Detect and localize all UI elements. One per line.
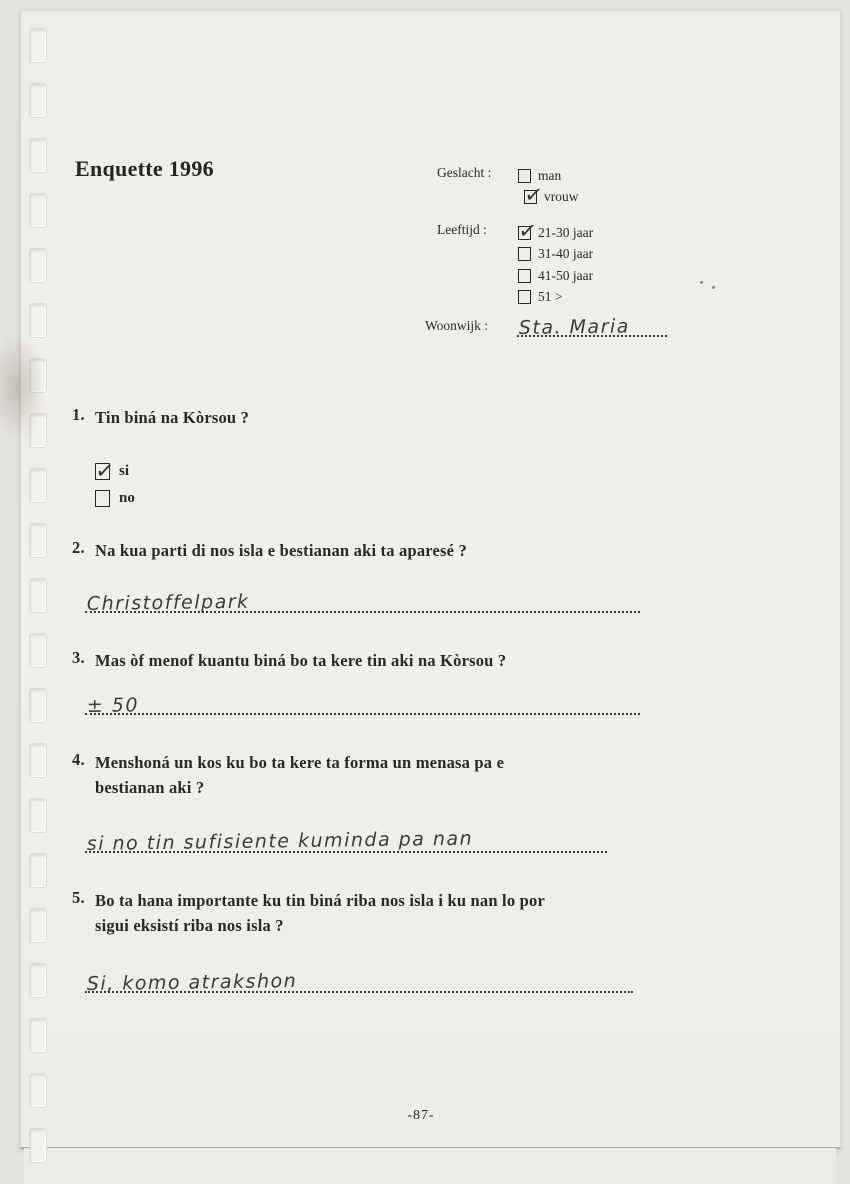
age-option-41-50-label: 41-50 jaar <box>538 267 594 283</box>
binding-hole <box>29 1128 47 1163</box>
district-answer-handwriting: Sta. Maria <box>518 315 631 339</box>
age-option-31-40-label: 31-40 jaar <box>538 246 594 262</box>
scan-speckle <box>700 281 703 284</box>
question-4-number: 4. <box>72 750 85 769</box>
binding-hole <box>29 963 47 998</box>
question-1-options <box>95 458 135 512</box>
binding-hole <box>29 1018 47 1053</box>
binding-hole <box>29 853 47 888</box>
question-4-answer-handwriting: si no tin sufisiente kuminda pa nan <box>86 827 474 855</box>
age-option-21-30-label: 21-30 jaar <box>538 224 594 240</box>
question-5-answer-line <box>85 958 633 993</box>
binding-hole <box>29 468 47 503</box>
question-5-text-line-2: sigui eksistí riba nos isla ? <box>95 916 284 935</box>
question-2 <box>72 538 467 563</box>
scan-speckle <box>712 286 715 289</box>
question-1-number: 1. <box>72 405 85 424</box>
question-2-number: 2. <box>72 538 85 557</box>
age-section <box>437 222 593 308</box>
binding-hole <box>29 578 47 613</box>
question-5 <box>72 888 545 938</box>
age-option-51-plus-label: 51 > <box>538 289 563 305</box>
gender-option-vrouw <box>524 187 579 209</box>
gender-label: Geslacht : <box>437 165 492 180</box>
gender-option-man-label: man <box>538 167 562 183</box>
binding-hole <box>29 138 47 173</box>
question-1-option-no-label: no <box>119 490 135 506</box>
question-1-option-si-label: si <box>119 463 130 479</box>
gender-section <box>437 165 579 208</box>
question-4-text-line-1: Menshoná un kos ku bo ta kere ta forma un menasa pa e <box>95 753 505 772</box>
question-4-text-line-2: bestianan aki ? <box>95 778 205 797</box>
binding-hole <box>29 83 47 118</box>
binding-hole <box>29 1073 47 1108</box>
checkbox-31-40 <box>518 247 531 261</box>
checkbox-41-50 <box>518 269 531 283</box>
page-number: -87- <box>407 1108 435 1123</box>
form-title: Enquette 1996 <box>75 156 214 181</box>
checkbox-si <box>95 463 110 480</box>
district-label: Woonwijk : <box>425 318 489 333</box>
question-3-text: Mas òf menof kuantu biná bo ta kere tin aki na Kòrsou ? <box>95 651 507 670</box>
age-option-21-30 <box>518 222 593 244</box>
question-1-text: Tin biná na Kòrsou ? <box>95 408 250 427</box>
question-1 <box>72 405 249 430</box>
question-1-option-si <box>95 458 135 485</box>
question-2-text: Na kua parti di nos isla e bestianan aki ta aparesé ? <box>95 541 467 560</box>
checkbox-man <box>518 169 531 183</box>
district-answer-line <box>517 302 667 337</box>
binding-hole <box>29 633 47 668</box>
question-4 <box>72 750 504 800</box>
question-3-number: 3. <box>72 648 85 667</box>
checkbox-vrouw <box>524 190 537 204</box>
binding-hole <box>29 688 47 723</box>
binding-hole <box>29 248 47 283</box>
question-5-number: 5. <box>72 888 85 907</box>
binding-hole <box>29 908 47 943</box>
binding-hole <box>29 523 47 558</box>
question-3-answer-handwriting: ± 50 <box>86 694 140 717</box>
question-5-answer-handwriting: Si, komo atrakshon <box>86 970 298 995</box>
question-4-answer-line <box>85 818 607 853</box>
checkbox-21-30 <box>518 226 531 240</box>
scan-smudge <box>0 330 46 445</box>
age-option-41-50 <box>518 265 593 287</box>
question-3 <box>72 648 506 673</box>
gender-option-vrouw-label: vrouw <box>544 189 579 205</box>
question-3-answer-line <box>85 680 640 715</box>
binding-hole <box>29 798 47 833</box>
underlying-page-edge <box>24 1148 836 1184</box>
checkbox-no <box>95 490 110 507</box>
question-1-option-no <box>95 485 135 512</box>
question-5-text-line-1: Bo ta hana importante ku tin biná riba nos isla i ku nan lo por <box>95 891 545 910</box>
binding-hole <box>29 28 47 63</box>
question-2-answer-handwriting: Christoffelpark <box>86 590 250 615</box>
age-option-31-40 <box>518 244 593 266</box>
age-label: Leeftijd : <box>437 222 487 237</box>
question-2-answer-line <box>85 578 640 613</box>
binding-hole <box>29 193 47 228</box>
binding-hole <box>29 743 47 778</box>
